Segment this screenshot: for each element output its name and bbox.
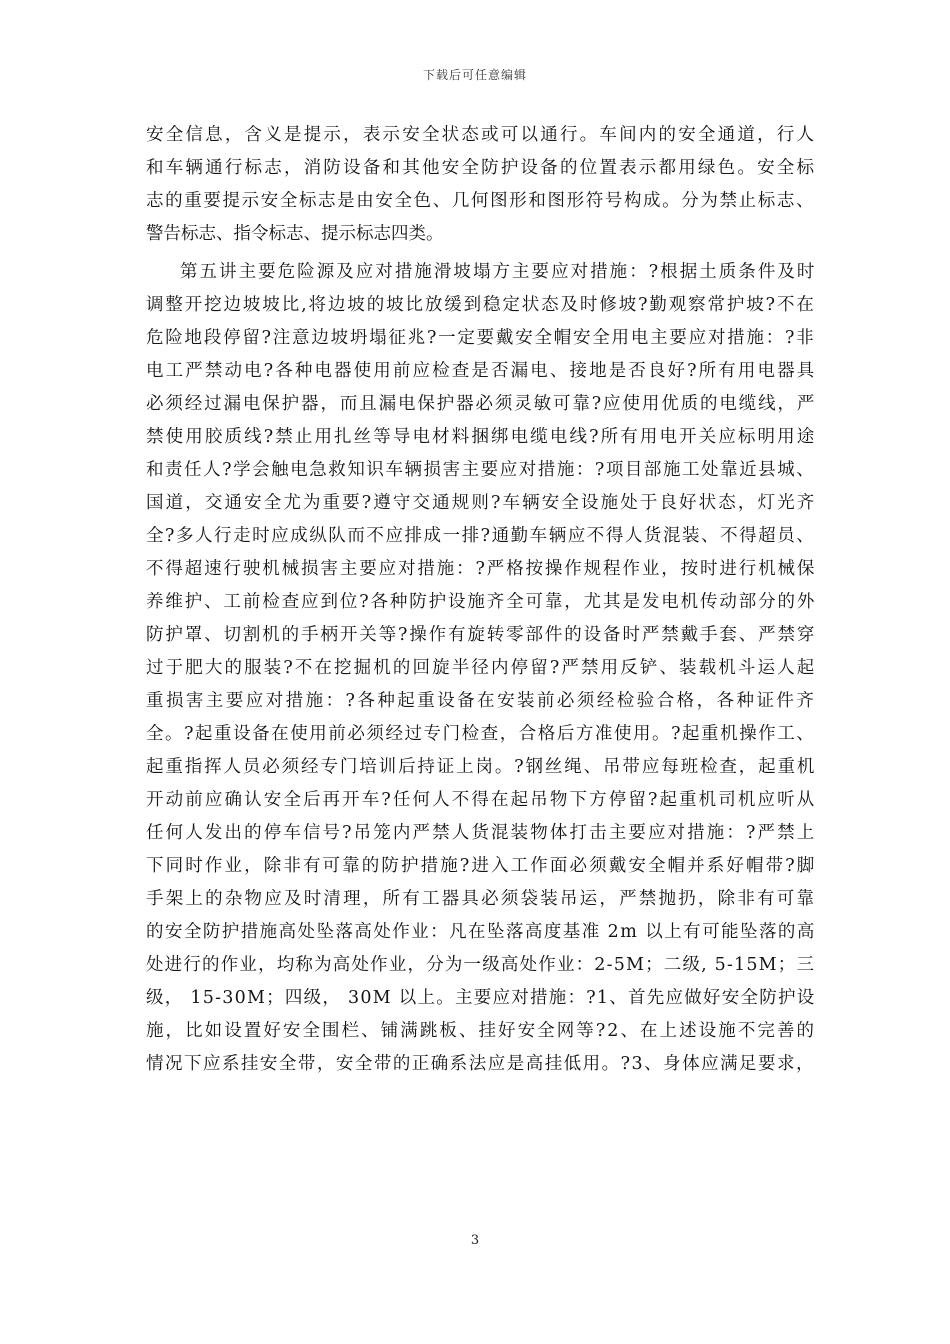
body-line: 过于肥大的服装?不在挖掘机的回旋半径内停留?严禁用反铲、装载机斗运人起	[146, 658, 817, 678]
body-line: 施，比如设置好安全围栏、铺满跳板、挂好安全网等?2、在上述设施不完善的	[146, 1021, 817, 1041]
body-line: 第五讲主要危险源及应对措施滑坡塌方主要应对措施：?根据土质条件及时	[180, 262, 817, 282]
body-line: 的安全防护措施高处坠落高处作业：凡在坠落高度基准 2m 以上有可能坠落的高	[146, 922, 816, 942]
body-line: 志的重要提示安全标志是由安全色、几何图形和图形符号构成。分为禁止标志、	[146, 191, 816, 211]
body-line: 起重指挥人员必须经专门培训后持证上岗。?钢丝绳、吊带应每班检查，起重机	[146, 757, 817, 777]
body-line: 禁使用胶质线?禁止用扎丝等导电材料捆绑电缆电线?所有用电开关应标明用途	[146, 427, 817, 447]
body-line: 和责任人?学会触电急救知识车辆损害主要应对措施：?项目部施工处靠近县城、	[146, 460, 816, 480]
body-line: 防护罩、切割机的手柄开关等?操作有旋转零部件的设备时严禁戴手套、严禁穿	[146, 625, 817, 645]
body-line: 国道，交通安全尤为重要?遵守交通规则?车辆安全设施处于良好状态，灯光齐	[146, 493, 817, 513]
body-line: 级， 15-30M；四级， 30M 以上。主要应对措施：?1、首先应做好安全防护设	[146, 988, 816, 1008]
body-line: 手架上的杂物应及时清理，所有工器具必须袋装吊运，严禁抛扔，除非有可靠	[146, 889, 817, 909]
body-line: 调整开挖边坡坡比,将边坡的坡比放缓到稳定状态及时修坡?勤观察常护坡?不在	[146, 295, 816, 315]
body-line: 不得超速行驶机械损害主要应对措施：?严格按操作规程作业，按时进行机械保	[146, 559, 817, 579]
body-line: 任何人发出的停车信号?吊笼内严禁人货混装物体打击主要应对措施：?严禁上	[146, 823, 817, 843]
body-line: 和车辆通行标志，消防设备和其他安全防护设备的位置表示都用绿色。安全标	[146, 158, 817, 178]
page-header: 下载后可任意编辑	[422, 68, 527, 82]
body-line: 处进行的作业，均称为高处作业，分为一级高处作业：2-5M；二级, 5-15M；三	[146, 955, 816, 975]
body-line: 警告标志、指令标志、提示标志四类。	[146, 224, 444, 244]
body-line: 电工严禁动电?各种电器使用前应检查是否漏电、接地是否良好?所有用电器具	[146, 361, 817, 381]
body-line: 必须经过漏电保护器，而且漏电保护器必须灵敏可靠?应使用优质的电缆线，严	[146, 394, 817, 414]
body-line: 情况下应系挂安全带，安全带的正确系法应是高挂低用。?3、身体应满足要求，	[146, 1054, 815, 1074]
body-line: 重损害主要应对措施：?各种起重设备在安装前必须经检验合格，各种证件齐	[146, 691, 817, 711]
body-line: 养维护、工前检查应到位?各种防护设施齐全可靠，尤其是发电机传动部分的外	[146, 592, 817, 612]
body-line: 全?多人行走时应成纵队而不应排成一排?通勤车辆应不得人货混装、不得超员、	[146, 526, 816, 546]
body-line: 安全信息，含义是提示，表示安全状态或可以通行。车间内的安全通道，行人	[146, 125, 817, 145]
body-line: 全。?起重设备在使用前必须经过专门检查，合格后方准使用。?起重机操作工、	[146, 724, 816, 744]
body-line: 危险地段停留?注意边坡坍塌征兆?一定要戴安全帽安全用电主要应对措施：?非	[146, 328, 816, 348]
page-number: 3	[470, 1233, 480, 1248]
body-line: 开动前应确认安全后再开车?任何人不得在起吊物下方停留?起重机司机应听从	[146, 790, 817, 810]
body-line: 下同时作业，除非有可靠的防护措施?进入工作面必须戴安全帽并系好帽带?脚	[146, 856, 817, 876]
